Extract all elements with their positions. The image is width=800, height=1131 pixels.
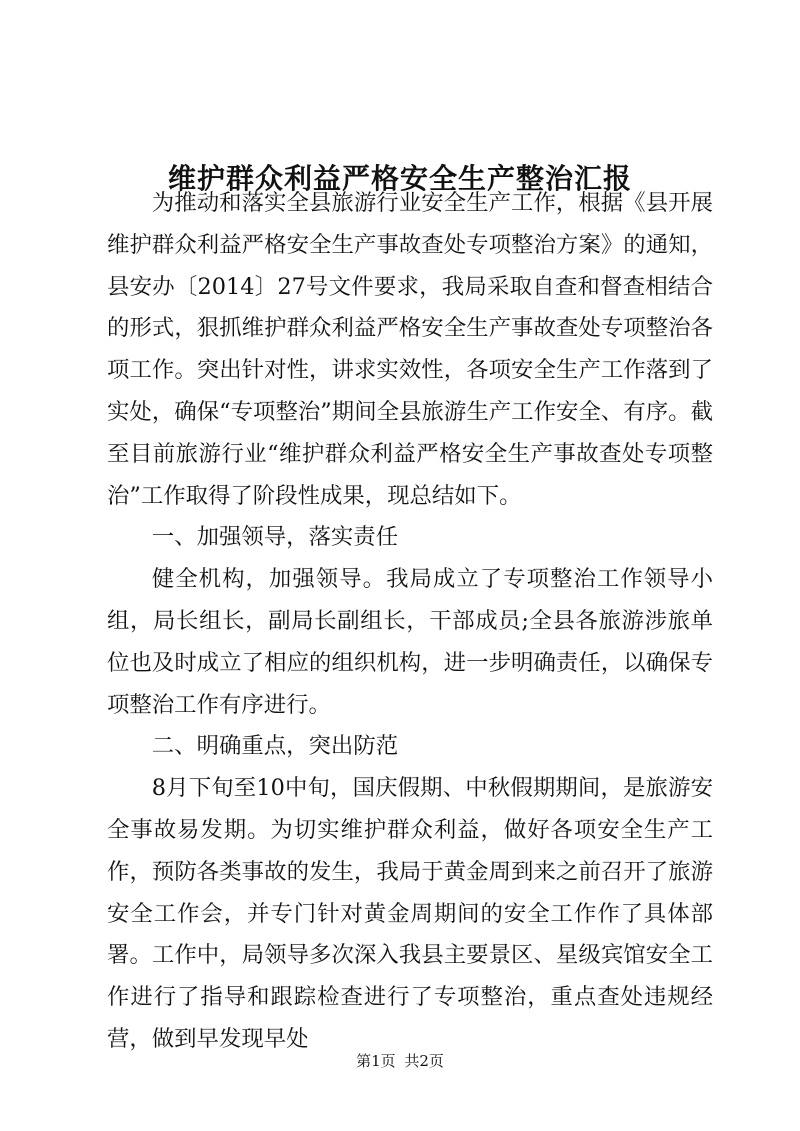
section-heading-1: 一、加强领导，落实责任 bbox=[151, 524, 399, 551]
page-footer bbox=[0, 1051, 800, 1071]
page-total: 共2页 bbox=[404, 1052, 444, 1070]
paragraph-section-1: 健全机构，加强领导。我局成立了专项整治工作领导小组，局长组长，副局长副组长，干部成员;全县各旅游涉旅单位也及时成立了相应的组织机构，进一步明确责任，以确保专项整治工作有序进行。 bbox=[107, 566, 713, 718]
document-title: 维护群众利益严格安全生产整治汇报 bbox=[167, 161, 632, 195]
paragraph-intro: 为推动和落实全县旅游行业安全生产工作，根据《县开展维护群众利益严格安全生产事故查处专项整治方案》的通知，县安办〔2014〕27号文件要求，我局采取自查和督查相结合的形式，狠抓维护群众利益严格安全生产事故查处专项整治各项工作。突出针对性，讲求实效性，各项安全生产工作落到了实处，确保“专项整治”期间全县旅游生产工作安全、有序。截至目前旅游行业“维护群众利益严格安全生产事故查处专项整治”工作取得了阶段性成果，现总结如下。 bbox=[107, 190, 713, 509]
document-body bbox=[107, 183, 713, 1061]
section-heading-2: 二、明确重点，突出防范 bbox=[151, 733, 399, 760]
paragraph-section-2: 8月下旬至10中旬，国庆假期、中秋假期期间，是旅游安全事故易发期。为切实维护群众利益，做好各项安全生产工作，预防各类事故的发生，我局于黄金周到来之前召开了旅游安全工作会，并专门针对黄金周期间的安全工作作了具体部署。工作中，局领导多次深入我县主要景区、星级宾馆安全工作进行了指导和跟踪检查进行了专项整治，重点查处违规经营，做到早发现早处 bbox=[107, 775, 713, 1052]
page-number: 第1页 bbox=[356, 1052, 396, 1070]
